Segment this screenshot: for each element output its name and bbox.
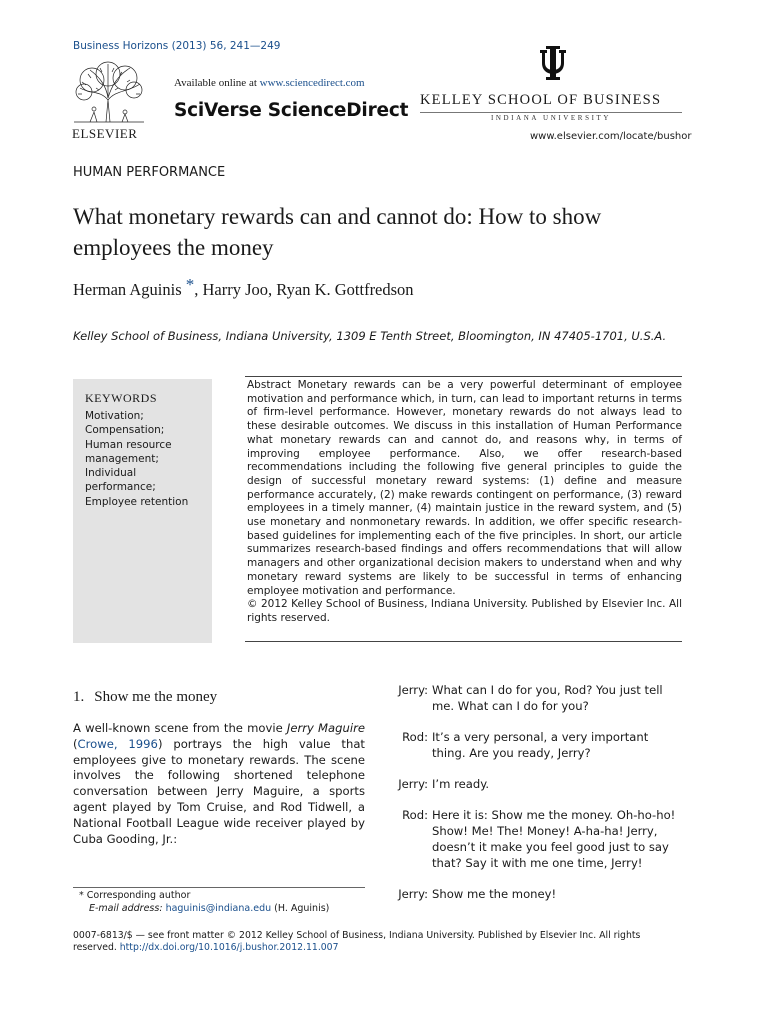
doi-link[interactable]: http://dx.doi.org/10.1016/j.bushor.2012.11.007 [119, 942, 339, 953]
keywords-heading: KEYWORDS [85, 391, 157, 405]
keywords-list [85, 409, 188, 509]
keyword-item: Employee retention [85, 495, 189, 508]
sciverse-sciencedirect-wordmark: SciVerse ScienceDirect [174, 100, 409, 121]
author-list [73, 275, 414, 300]
speech: Show me the money! [432, 887, 557, 902]
front-matter-doi-line [73, 942, 339, 953]
para-text-a: A well-known scene from the movie [73, 721, 287, 735]
email-note [89, 903, 329, 914]
keyword-item: Human resource [85, 438, 172, 451]
movie-title: Jerry Maguire [286, 721, 365, 735]
affiliation: Kelley School of Business, Indiana University, 1309 E Tenth Street, Bloomington, IN 47405-1701, U.S.A. [73, 329, 667, 343]
dialogue-line [383, 683, 683, 715]
dialogue-block [383, 683, 683, 918]
reserved-text: reserved. [73, 942, 120, 953]
keyword-item: performance; [85, 481, 156, 494]
dialogue-line [383, 808, 683, 871]
abstract-copyright: © 2012 Kelley School of Business, Indiana University. Published by Elsevier Inc. All rights reserved. [247, 598, 682, 624]
speaker: Rod: [402, 730, 428, 745]
article-title: What monetary rewards can and cannot do: How to show employees the money [73, 204, 602, 260]
abstract-text: Abstract Monetary rewards can be a very powerful determinant of employee motivation and performance which, in turn, can lead to important returns in terms of firm-level performance. However, monetary rewards do not always lead to these desirable outcomes. We discuss in this installation of Human Performance what monetary rewards can and cannot do, and reasons why, in terms of improving employee performance. Also, we offer research-based recommendations including the following five general principles to guide the design of successful monetary reward systems: (1) define and measure performance accurately, (2) make rewards contingent on performance, (3) reward employees in a timely manner, (4) maintain justice in the reward system, and (5) use monetary and nonmonetary rewards. In addition, we offer specific research-based guidelines for implementing each of the five principles. In short, our article summarizes research-based findings and offers recommendations that will allow managers and other organizational decision makers to understand when and why monetary reward systems are likely to be successful in terms of enhancing employee motivation and performance. [247, 379, 682, 597]
abstract [247, 379, 682, 626]
section-title: Show me the money [94, 689, 218, 705]
keyword-item: Motivation; [85, 410, 144, 422]
available-prefix: Available online at [174, 77, 260, 89]
section-1-paragraph [73, 721, 365, 847]
abstract-bottom-rule [245, 641, 682, 642]
sciencedirect-link[interactable]: www.sciencedirect.com [259, 77, 365, 89]
front-matter-line: 0007-6813/$ — see front matter © 2012 Kelley School of Business, Indiana University. Published by Elsevier Inc. All rights [73, 930, 641, 941]
journal-reference: Business Horizons (2013) 56, 241—249 [73, 40, 281, 52]
corresponding-author-star[interactable]: * [185, 275, 195, 294]
dialogue-line [383, 887, 683, 903]
para-text-b: ( [73, 736, 78, 751]
first-author: Herman Aguinis [73, 280, 186, 299]
dialogue-line [383, 777, 683, 793]
abstract-top-rule [245, 376, 682, 377]
speaker: Jerry: [398, 777, 428, 792]
keyword-item: management; [85, 452, 159, 465]
speech: Here it is: Show me the money. Oh-ho-ho! Show! Me! The! Money! A-ha-ha! Jerry, doesn’t it make you feel good just to say that? Say it with me one time, Jerry! [432, 808, 676, 870]
section-number: 1. [73, 689, 85, 705]
corresponding-author-note: * Corresponding author [79, 890, 191, 901]
section-1-heading [73, 689, 217, 706]
speaker: Rod: [402, 808, 428, 823]
email-suffix: (H. Aguinis) [271, 903, 330, 914]
kelley-divider [420, 112, 682, 113]
speech: It’s a very personal, a very important thing. Are you ready, Jerry? [432, 730, 649, 760]
indiana-university-label: INDIANA UNIVERSITY [490, 114, 612, 122]
author-email-link[interactable]: haguinis@indiana.edu [165, 903, 272, 914]
available-online-line [174, 77, 365, 89]
kelley-school-name: KELLEY SCHOOL OF BUSINESS [420, 92, 662, 108]
speech: I’m ready. [432, 777, 490, 792]
speaker: Jerry: [398, 887, 428, 902]
citation-link[interactable]: Crowe, 1996 [77, 736, 158, 751]
keyword-item: Individual [85, 467, 137, 480]
email-label: E-mail address: [89, 903, 166, 914]
keyword-item: Compensation; [85, 424, 165, 437]
elsevier-wordmark: ELSEVIER [72, 126, 138, 141]
other-authors: , Harry Joo, Ryan K. Gottfredson [194, 280, 414, 299]
para-text-c: ) portrays the high value that employees give to monetary rewards. The scene involves the following shortened telephone conversation between Jerry Maguire, a sports agent played by Tom Cruise, and Rod Tidwell, a National Football League wide receiver played by Cuba Gooding, Jr.: [73, 736, 365, 846]
journal-url: www.elsevier.com/locate/bushor [530, 131, 692, 142]
speech: What can I do for you, Rod? You just tell me. What can I do for you? [432, 683, 663, 713]
iu-trident-logo [538, 44, 568, 82]
speaker: Jerry: [398, 683, 428, 697]
footnote-rule [73, 887, 365, 888]
section-tag: HUMAN PERFORMANCE [73, 165, 226, 180]
dialogue-line [383, 730, 683, 762]
